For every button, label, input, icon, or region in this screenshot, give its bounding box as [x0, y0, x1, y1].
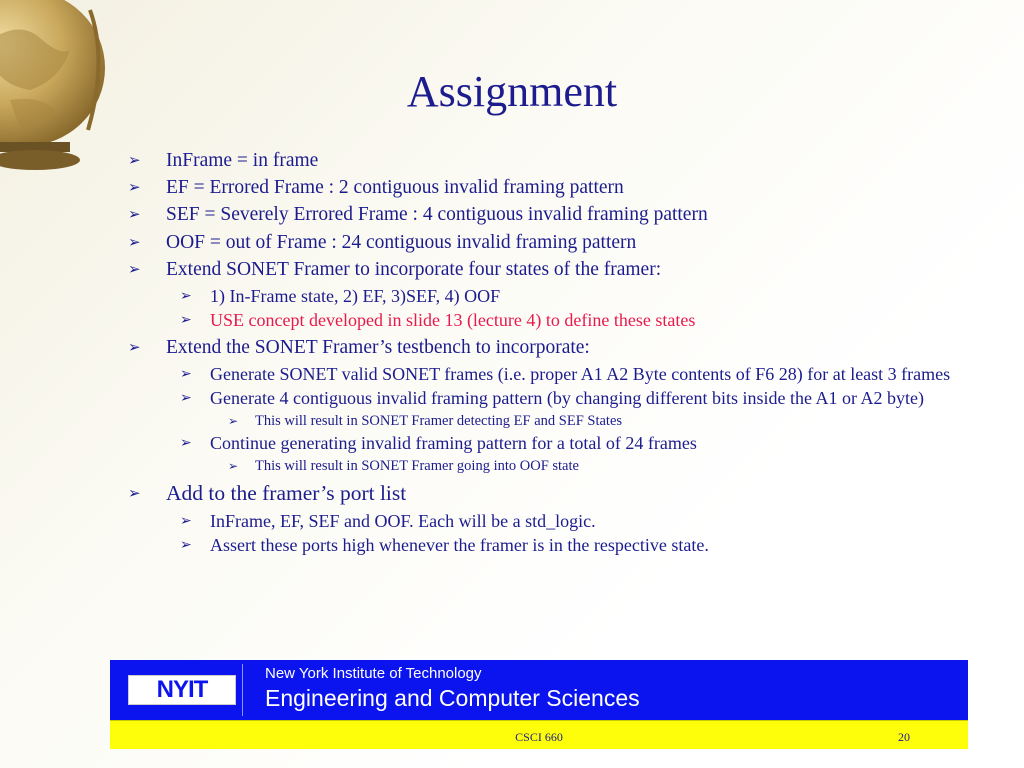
- list-item: [128, 286, 958, 307]
- list-item: [128, 388, 958, 409]
- nyit-logo: NYIT: [128, 675, 236, 705]
- footer-banner: [110, 660, 968, 720]
- arrow-bullet-icon: ➢: [180, 514, 192, 530]
- bullet-list: [128, 147, 958, 559]
- arrow-bullet-icon: ➢: [180, 367, 192, 383]
- list-item: [128, 334, 958, 361]
- footer-divider: [242, 664, 243, 716]
- arrow-bullet-icon: ➢: [180, 391, 192, 407]
- arrow-bullet-icon: ➢: [180, 289, 192, 305]
- arrow-bullet-icon: ➢: [128, 153, 141, 169]
- arrow-bullet-icon: ➢: [180, 436, 192, 452]
- arrow-bullet-icon: ➢: [128, 486, 141, 503]
- list-item: [128, 364, 958, 385]
- bullet-text: OOF = out of Frame : 24 contiguous invalid framing pattern: [166, 231, 637, 253]
- bullet-text: SEF = Severely Errored Frame : 4 contiguous invalid framing pattern: [166, 204, 708, 226]
- bullet-text: Extend SONET Framer to incorporate four states of the framer:: [166, 258, 662, 280]
- arrow-bullet-icon: ➢: [128, 234, 141, 251]
- list-item: [128, 457, 958, 475]
- arrow-bullet-icon: ➢: [180, 313, 192, 329]
- arrow-bullet-icon: ➢: [180, 538, 192, 554]
- list-item: [128, 412, 958, 430]
- bullet-text: Add to the framer’s port list: [166, 481, 407, 506]
- bullet-text: Assert these ports high whenever the framer is in the respective state.: [210, 535, 709, 556]
- bullet-text: InFrame = in frame: [166, 150, 319, 171]
- bullet-text: Generate 4 contiguous invalid framing pattern (by changing different bits inside the A1 or A2 byte): [210, 388, 924, 409]
- arrow-bullet-icon: ➢: [228, 459, 239, 474]
- course-code: CSCI 660: [515, 730, 563, 744]
- list-item: [128, 147, 958, 174]
- department-name: Engineering and Computer Sciences: [265, 685, 640, 711]
- institution-name: New York Institute of Technology: [265, 665, 482, 682]
- list-item: [128, 478, 958, 508]
- list-item: [128, 229, 958, 256]
- bullet-text: This will result in SONET Framer detecting EF and SEF States: [255, 413, 623, 430]
- bullet-text: Continue generating invalid framing pattern for a total of 24 frames: [210, 433, 697, 454]
- footer-bar: [110, 720, 968, 749]
- list-item: [128, 201, 958, 228]
- highlighted-bullet-text: USE concept developed in slide 13 (lecture 4) to define these states: [210, 310, 696, 331]
- bullet-text: 1) In-Frame state, 2) EF, 3)SEF, 4) OOF: [210, 286, 501, 307]
- arrow-bullet-icon: ➢: [128, 340, 141, 357]
- arrow-bullet-icon: ➢: [128, 207, 141, 224]
- bullet-text: Extend the SONET Framer’s testbench to incorporate:: [166, 337, 590, 359]
- list-item: [128, 535, 958, 556]
- list-item: [128, 511, 958, 532]
- list-item: [128, 256, 958, 283]
- arrow-bullet-icon: ➢: [128, 261, 141, 278]
- list-item: [128, 174, 958, 201]
- list-item: [128, 310, 958, 331]
- bullet-text: InFrame, EF, SEF and OOF. Each will be a std_logic.: [210, 511, 596, 532]
- list-item: [128, 433, 958, 454]
- arrow-bullet-icon: ➢: [228, 414, 239, 429]
- slide-title: Assignment: [406, 67, 618, 116]
- arrow-bullet-icon: ➢: [128, 180, 141, 197]
- slide-number: 20: [898, 730, 910, 744]
- bullet-text: EF = Errored Frame : 2 contiguous invalid framing pattern: [166, 177, 624, 199]
- bullet-text: This will result in SONET Framer going into OOF state: [255, 458, 579, 475]
- bullet-text: Generate SONET valid SONET frames (i.e. proper A1 A2 Byte contents of F6 28) for at least 3 frames: [210, 364, 951, 385]
